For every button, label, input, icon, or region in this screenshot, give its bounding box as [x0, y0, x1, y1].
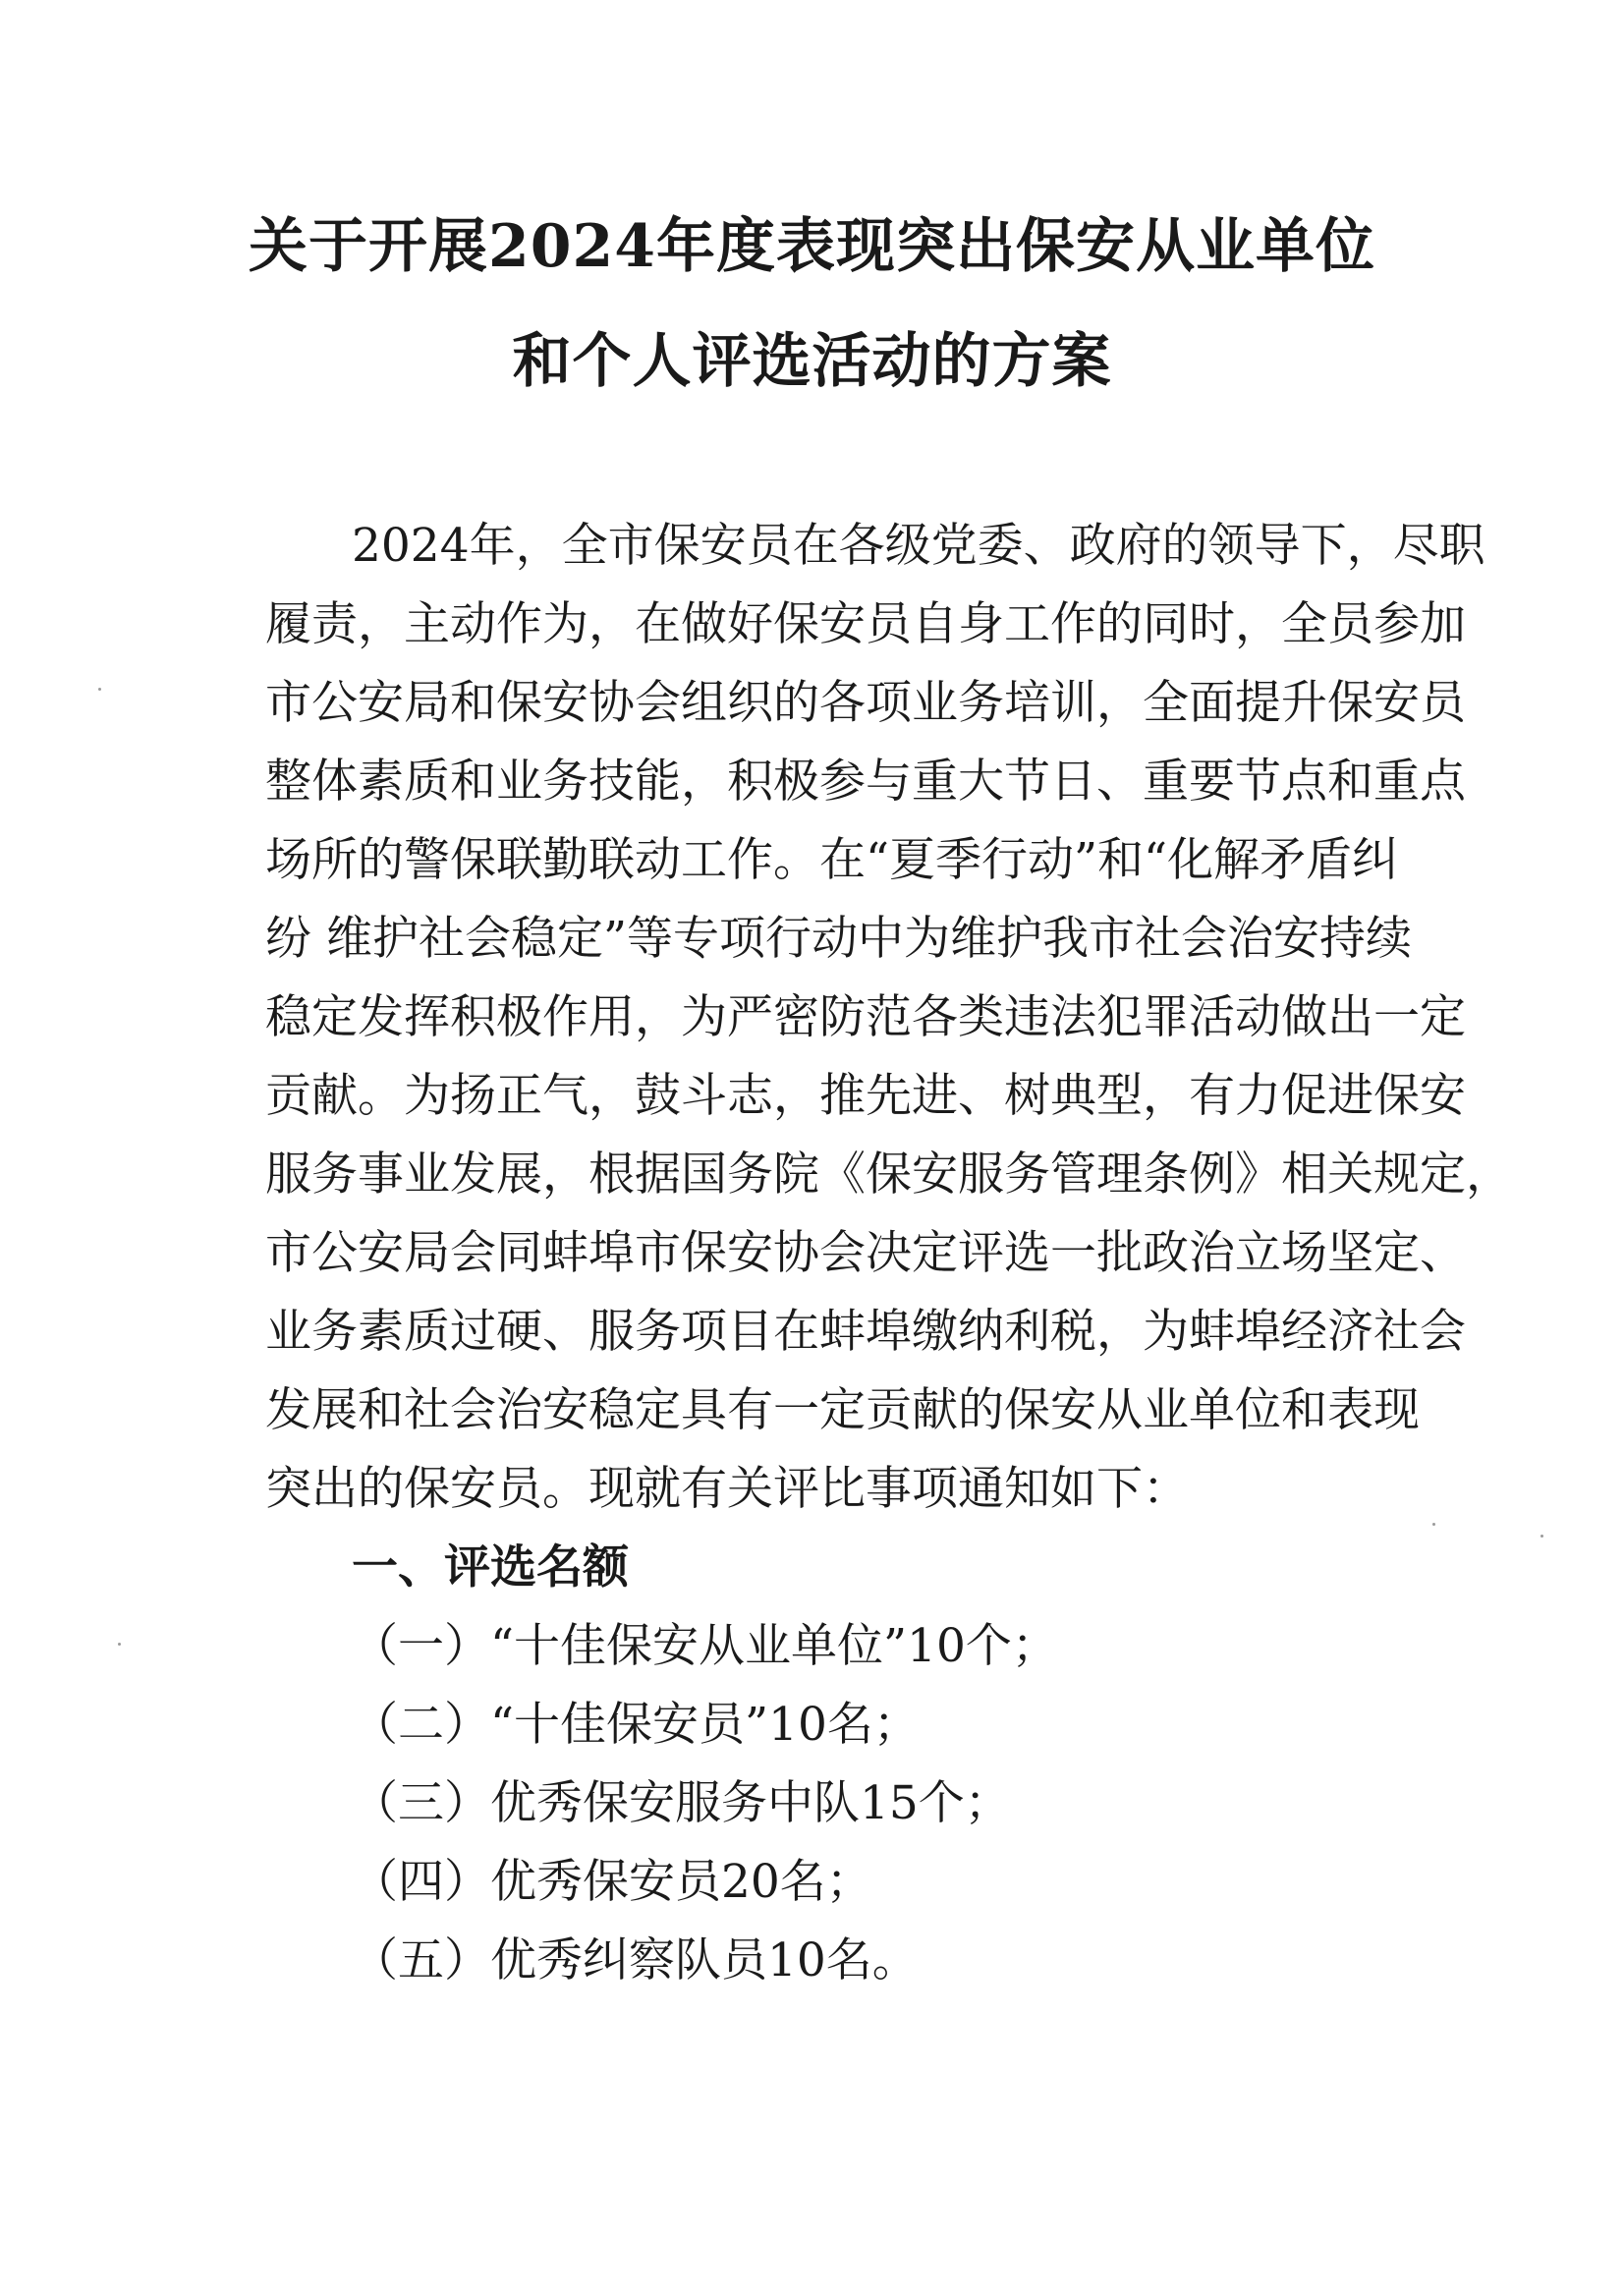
list-item: （四）优秀保安员20名；: [352, 1855, 872, 1909]
list-item: （三）优秀保安服务中队15个；: [352, 1776, 1011, 1830]
section-heading: 一、评选名额: [352, 1540, 629, 1595]
intro-line-9: 服务事业发展，根据国务院《保安服务管理条例》相关规定，: [265, 1148, 1512, 1202]
intro-line-6: 纷 维护社会稳定”等专项行动中为维护我市社会治安持续: [265, 912, 1412, 966]
document-title-line-1: 关于开展2024年度表现突出保安从业单位: [249, 212, 1375, 281]
intro-line-5: 场所的警保联勤联动工作。在“夏季行动”和“化解矛盾纠: [265, 833, 1399, 887]
scan-speck: [98, 688, 101, 691]
intro-line-13: 突出的保安员。现就有关评比事项通知如下：: [265, 1462, 1189, 1516]
intro-line-2: 履责，主动作为，在做好保安员自身工作的同时，全员参加: [265, 597, 1466, 651]
intro-line-4: 整体素质和业务技能，积极参与重大节日、重要节点和重点: [265, 755, 1466, 809]
intro-line-3: 市公安局和保安协会组织的各项业务培训，全面提升保安员: [265, 676, 1466, 730]
list-item: （一）“十佳保安从业单位”10个；: [352, 1619, 1058, 1673]
intro-line-12: 发展和社会治安稳定具有一定贡献的保安从业单位和表现: [265, 1383, 1420, 1437]
list-item: （五）优秀纠察队员10名。: [352, 1933, 919, 1987]
document-title-line-2: 和个人评选活动的方案: [512, 327, 1112, 396]
intro-line-10: 市公安局会同蚌埠市保安协会决定评选一批政治立场坚定、: [265, 1226, 1466, 1280]
intro-line-7: 稳定发挥积极作用，为严密防范各类违法犯罪活动做出一定: [265, 990, 1466, 1044]
intro-line-8: 贡献。为扬正气，鼓斗志，推先进、树典型，有力促进保安: [265, 1069, 1466, 1123]
list-item: （二）“十佳保安员”10名；: [352, 1698, 920, 1752]
scan-speck: [1540, 1535, 1543, 1538]
scan-speck: [118, 1643, 121, 1646]
intro-line-11: 业务素质过硬、服务项目在蚌埠缴纳利税，为蚌埠经济社会: [265, 1305, 1466, 1359]
scan-speck: [1432, 1523, 1435, 1526]
intro-line-1: 2024年，全市保安员在各级党委、政府的领导下，尽职: [352, 519, 1485, 573]
